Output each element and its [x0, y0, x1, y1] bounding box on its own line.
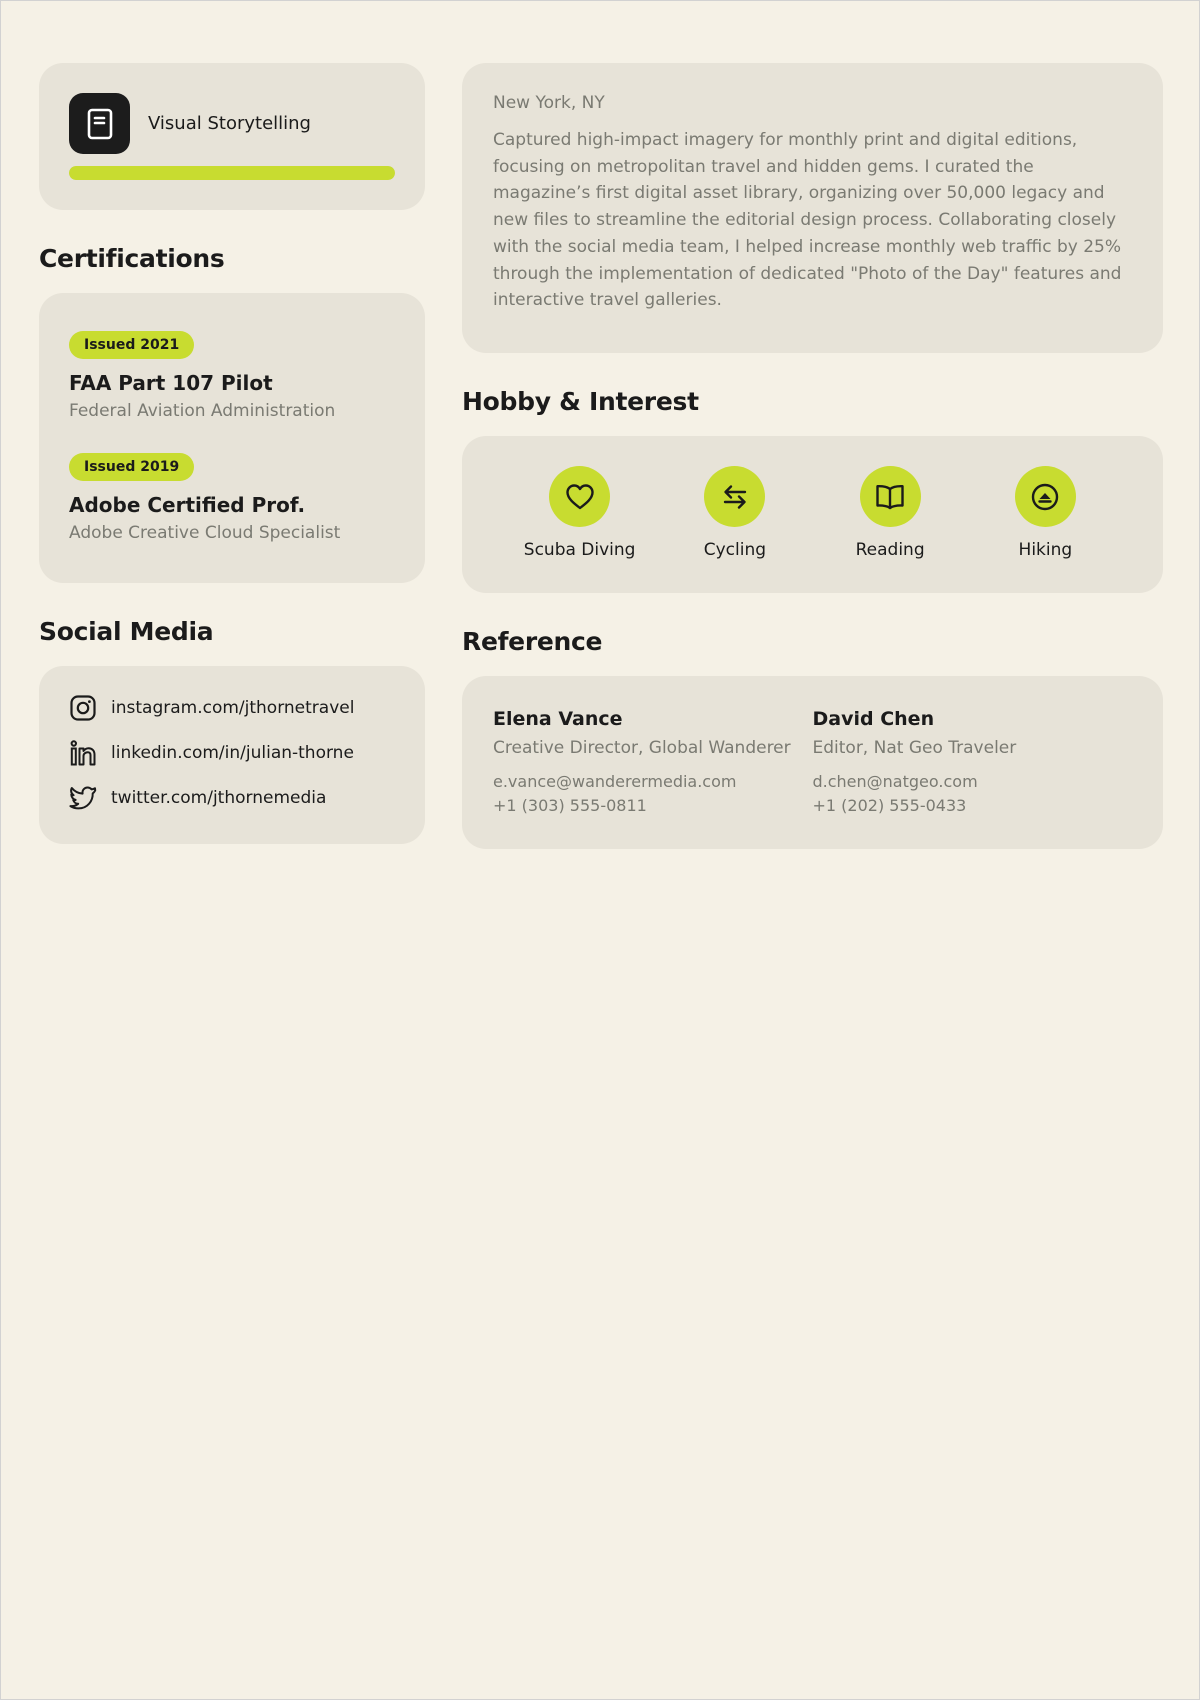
left-column: [39, 63, 425, 844]
reference-email[interactable]: d.chen@natgeo.com: [812, 772, 978, 791]
skill-progress-fill: [69, 166, 395, 180]
location-text: New York, NY: [493, 93, 605, 113]
book-icon: [69, 93, 130, 154]
reference-phone: +1 (303) 555-0811: [493, 796, 647, 815]
reference-role: Editor, Nat Geo Traveler: [812, 738, 1017, 758]
issued-badge: Issued 2021: [69, 331, 194, 359]
arrows-exchange-icon: [704, 466, 765, 527]
reference-item: [813, 708, 1133, 849]
experience-description: Captured high-impact imagery for monthly print and digital editions, focusing on metropolitan travel and hidden gems. I curated the magazine’s first digital asset library, organizing over 50,000 legacy and new files to streamline the editorial design process. Collaborating closely with the social media team, I helped increase monthly web traffic by 25% through the implementation of dedicated "Photo of the Day" features and interactive travel galleries.: [493, 130, 1122, 311]
social-link-instagram[interactable]: [69, 694, 395, 722]
social-link-twitter[interactable]: [69, 784, 395, 812]
certification-item: [69, 453, 395, 543]
skill-progress-bar: [69, 166, 395, 180]
twitter-icon: [69, 784, 97, 812]
social-link-linkedin[interactable]: [69, 739, 395, 767]
skill-card: [39, 63, 425, 210]
reference-role: Creative Director, Global Wanderer: [493, 738, 791, 758]
certifications-card: [39, 293, 425, 583]
certifications-heading: Certifications: [39, 244, 225, 273]
skill-name: Visual Storytelling: [148, 113, 311, 134]
hobby-item-cycling: [665, 466, 805, 593]
certification-item: [69, 331, 395, 421]
hobby-heading: Hobby & Interest: [462, 387, 699, 416]
right-column: [462, 63, 1163, 849]
heart-icon: [549, 466, 610, 527]
reference-email[interactable]: e.vance@wanderermedia.com: [493, 772, 737, 791]
hobby-item-reading: [820, 466, 960, 593]
reference-item: [493, 708, 813, 849]
reference-card: [462, 676, 1163, 849]
certification-issuer: Federal Aviation Administration: [69, 401, 336, 421]
skill-header: [69, 93, 395, 154]
issued-badge: Issued 2019: [69, 453, 194, 481]
instagram-icon: [69, 694, 97, 722]
hobby-card: [462, 436, 1163, 593]
hobby-label: Reading: [855, 540, 925, 560]
hobby-label: Cycling: [703, 540, 767, 560]
reference-name: David Chen: [812, 708, 935, 730]
linkedin-icon: [69, 739, 97, 767]
social-media-card: [39, 666, 425, 844]
hobby-item-hiking: [975, 466, 1115, 593]
reference-name: Elena Vance: [493, 708, 623, 730]
certification-name: Adobe Certified Prof.: [69, 493, 306, 517]
social-media-heading: Social Media: [39, 617, 214, 646]
social-link-text: twitter.com/jthornemedia: [111, 788, 327, 808]
hobby-item-scuba-diving: [510, 466, 650, 593]
certification-name: FAA Part 107 Pilot: [69, 371, 273, 395]
certification-issuer: Adobe Creative Cloud Specialist: [69, 523, 341, 543]
mountain-circle-icon: [1015, 466, 1076, 527]
reference-contact: [813, 770, 1133, 818]
hobby-label: Scuba Diving: [523, 540, 636, 560]
social-link-text: instagram.com/jthornetravel: [111, 698, 355, 718]
reference-heading: Reference: [462, 627, 603, 656]
reference-phone: +1 (202) 555-0433: [812, 796, 967, 815]
reference-contact: [493, 770, 813, 818]
experience-card: [462, 63, 1163, 353]
open-book-icon: [860, 466, 921, 527]
hobby-label: Hiking: [1018, 540, 1073, 560]
social-link-text: linkedin.com/in/julian-thorne: [111, 743, 354, 763]
